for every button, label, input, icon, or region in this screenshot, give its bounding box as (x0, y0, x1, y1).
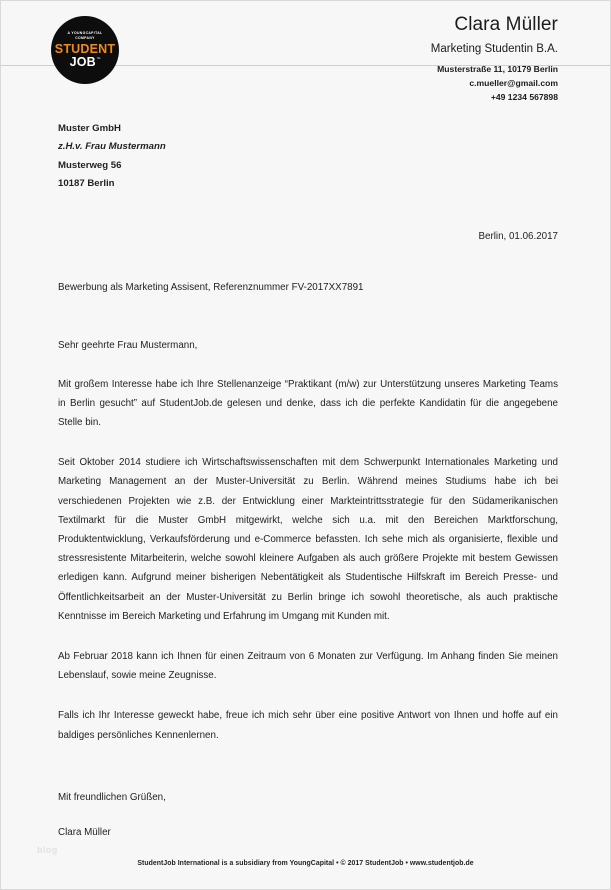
body-paragraph-2: Seit Oktober 2014 studiere ich Wirtschaftswissenschaften mit dem Schwerpunkt Internationales Marketing und Marketing Management an der Muster-Universität zu Berlin. Während meines Studiums habe ich bei verschiedenen Projekten wie z.B. der Entwicklung einer Markteintrittsstrategie für den Südamerikanischen Textilmarkt für die Muster GmbH mitgewirkt, welche sich u.a. mit den Bereichen Marktforschung, Produktentwicklung, Verkaufsförderung und e-Commerce befassten. Ich sehe mich als organisierte, flexible und stressresistente Mitarbeiterin, welche sowohl kleinere Aufgaben als auch größere Projekte mit bestem Gewissen erledigen kann. Aufgrund meiner bisherigen Nebentätigkeit als Studentische Hilfskraft im Bereich Presse- und Öffentlichkeitsarbeit an der Muster-Universität zu Berlin bringe ich sowohl theoretische, als auch praktische Kenntnisse im Bereich Marketing und Erfahrung im Umgang mit Kunden mit. (58, 457, 558, 622)
recipient-city: 10187 Berlin (58, 178, 115, 190)
sender-phone: +49 1234 567898 (490, 91, 558, 102)
sender-block (431, 13, 558, 104)
body-paragraph-1: Mit großem Interesse habe ich Ihre Stellenanzeige “Praktikant (m/w) zur Unterstützung unseres Marketing Teams in Berlin gesucht” auf StudentJob.de gelesen und denke, dass ich die perfekte Kandidatin für die angegebene Stelle bin. (58, 378, 558, 429)
logo-tagline-line2: COMPANY (75, 36, 95, 40)
logo-tagline-line1: A YOUNGCAPITAL (67, 31, 103, 36)
recipient-street: Musterweg 56 (58, 159, 122, 171)
letter-body (1, 120, 610, 841)
blog-watermark: blog (37, 845, 58, 855)
sender-role: Marketing Studentin B.A. (430, 42, 558, 55)
trademark-icon: ™ (96, 56, 101, 62)
sender-address: Musterstraße 11, 10179 Berlin (437, 63, 558, 74)
subject-line: Bewerbung als Marketing Assisent, Referenznummer FV-2017XX7891 (58, 282, 364, 294)
body-paragraph-3: Ab Februar 2018 kann ich Ihnen für einen Zeitraum von 6 Monaten zur Verfügung. Im Anhang finden Sie meinen Lebenslauf, sowie meine Zeugnisse. (58, 650, 558, 682)
sender-contact (431, 63, 558, 105)
sender-email: c.mueller@gmail.com (469, 77, 558, 88)
page-footer: StudentJob International is a subsidiary from YoungCapital • © 2017 StudentJob • www.studentjob.de (137, 860, 474, 867)
signature-name: Clara Müller (58, 827, 111, 839)
body-paragraph-4: Falls ich Ihr Interesse geweckt habe, freue ich mich sehr über eine positive Antwort von Ihnen und hoffe auf ein baldiges persönliches Kennenlernen. (58, 710, 558, 741)
date-line: Berlin, 01.06.2017 (478, 230, 558, 242)
letter-header (1, 1, 610, 109)
logo-tagline (68, 31, 103, 41)
recipient-company: Muster GmbH (58, 123, 121, 134)
recipient-block (58, 120, 558, 194)
closing-line: Mit freundlichen Grüßen, (58, 791, 166, 803)
logo-word-job-wrap (70, 56, 101, 69)
logo-word-student: STUDENT (54, 41, 116, 56)
recipient-attention: z.H.v. Frau Mustermann (58, 141, 166, 153)
studentjob-logo (51, 16, 119, 84)
salutation: Sehr geehrte Frau Mustermann, (58, 340, 198, 352)
logo-word-job: JOB (69, 55, 96, 70)
sender-name: Clara Müller (454, 14, 558, 35)
